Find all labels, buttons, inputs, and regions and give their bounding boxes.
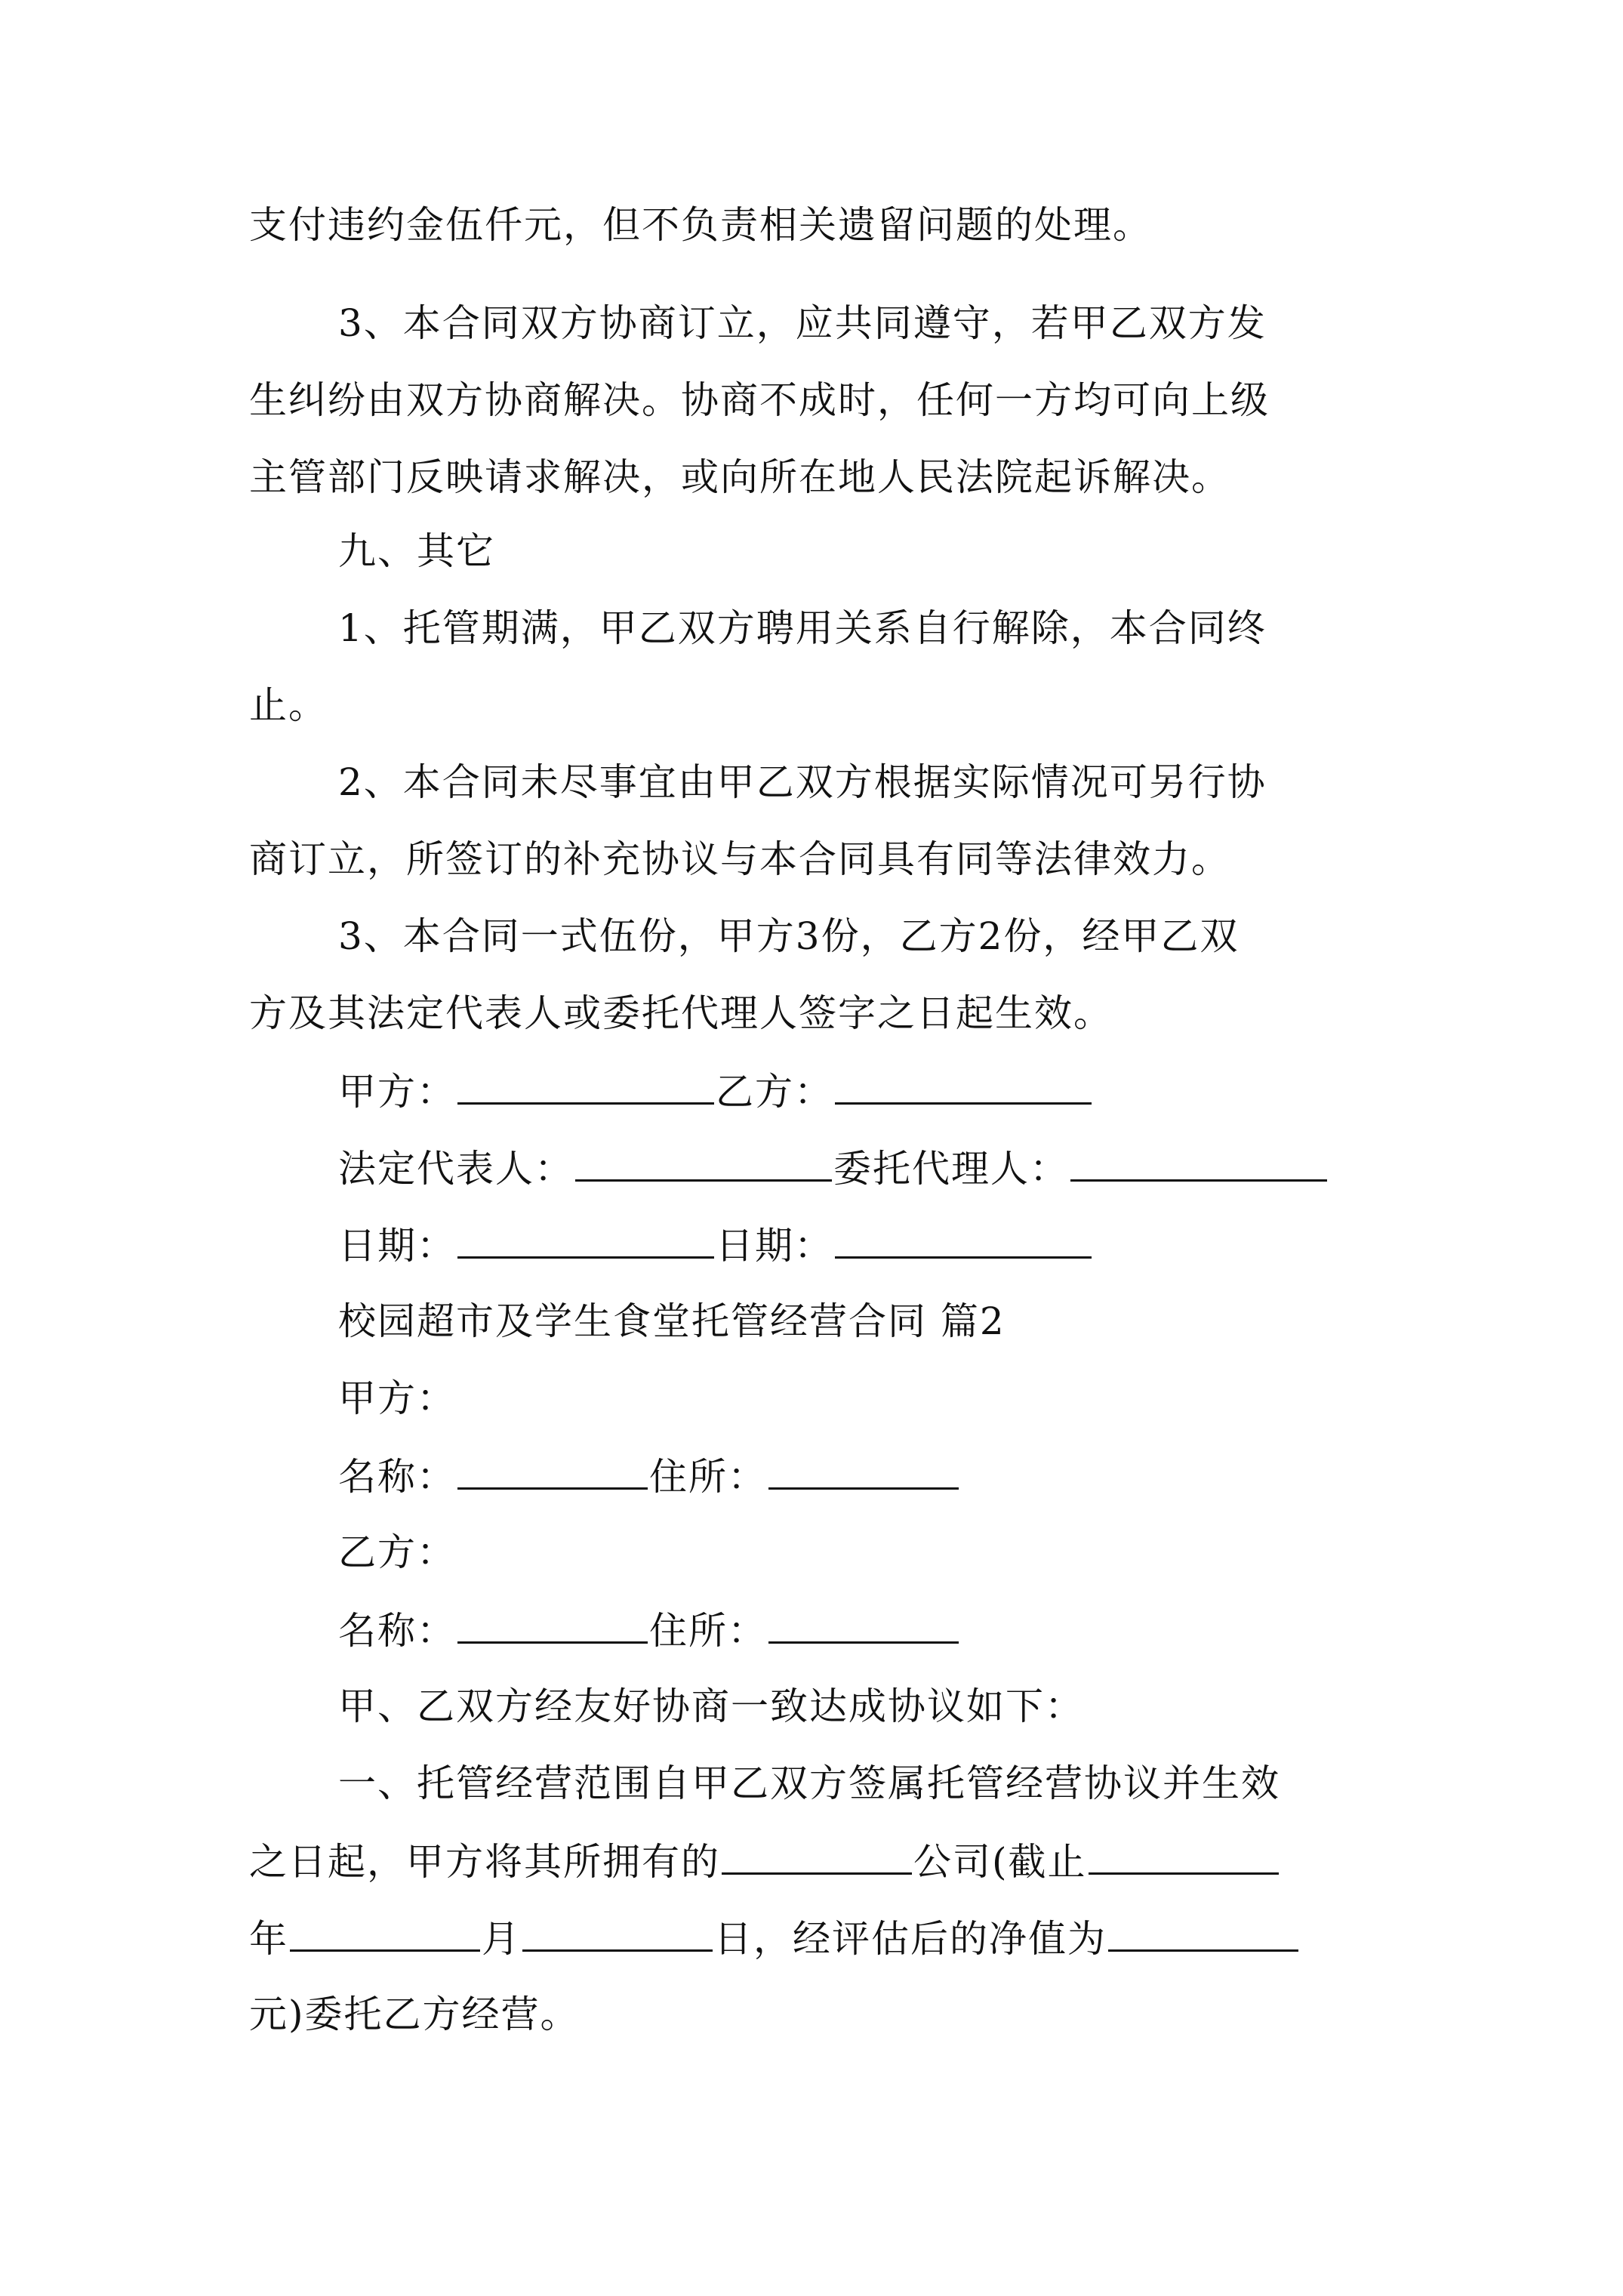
paragraph-line: 一、托管经营范围自甲乙双方签属托管经营协议并生效 [338, 1761, 1280, 1805]
paragraph-line [249, 1838, 1280, 1883]
date-b-blank [835, 1222, 1092, 1259]
address-label: 住所： [649, 1455, 767, 1499]
legal-rep-blank [575, 1145, 832, 1182]
day-blank [522, 1915, 713, 1952]
paragraph-line: 3、本合同双方协商订立，应共同遵守，若甲乙双方发 [338, 301, 1267, 345]
paragraph-line [249, 1915, 1300, 1960]
date-a-label: 日期： [338, 1224, 456, 1268]
paragraph-line: 止。 [249, 683, 328, 727]
name-label: 名称： [338, 1609, 456, 1653]
month-label: 月 [482, 1917, 521, 1961]
paragraph-line: 方及其法定代表人或委托代理人签字之日起生效。 [249, 991, 1113, 1035]
name-blank [457, 1453, 648, 1490]
agent-label: 委托代理人： [833, 1147, 1069, 1191]
company-blank [722, 1838, 912, 1875]
section-heading: 九、其它 [338, 529, 495, 573]
agent-blank [1070, 1145, 1327, 1182]
date-a-blank [457, 1222, 714, 1259]
paragraph-line: 支付违约金伍仟元，但不负责相关遗留问题的处理。 [249, 203, 1152, 247]
paragraph-line: 3、本合同一式伍份，甲方3份，乙方2份，经甲乙双 [338, 914, 1240, 958]
clause-text: 之日起，甲方将其所拥有的 [249, 1840, 720, 1884]
party-a-blank [457, 1068, 714, 1105]
party-b-label: 乙方： [716, 1070, 833, 1114]
name-label: 名称： [338, 1455, 456, 1499]
party-a-info-line [338, 1453, 960, 1498]
month-blank [290, 1915, 480, 1952]
party-b-blank [835, 1068, 1092, 1105]
signature-line [338, 1222, 1093, 1267]
signature-line [338, 1068, 1093, 1113]
legal-rep-label: 法定代表人： [338, 1147, 574, 1191]
paragraph-line: 主管部门反映请求解决，或向所在地人民法院起诉解决。 [249, 455, 1230, 499]
address-blank [768, 1453, 959, 1490]
address-blank [768, 1607, 959, 1644]
name-blank [457, 1607, 648, 1644]
address-label: 住所： [649, 1609, 767, 1653]
value-blank [1108, 1915, 1298, 1952]
paragraph-line: 元)委托乙方经营。 [249, 1992, 580, 2036]
paragraph-line: 商订立，所签订的补充协议与本合同具有同等法律效力。 [249, 837, 1230, 881]
clause-text: 公司(截止 [913, 1840, 1087, 1884]
clause-text: 日，经评估后的净值为 [714, 1917, 1107, 1961]
party-a-label: 甲方： [338, 1070, 456, 1114]
date-b-label: 日期： [716, 1224, 833, 1268]
year-label: 年 [249, 1917, 288, 1961]
document-title: 校园超市及学生食堂托管经营合同 篇2 [338, 1299, 1006, 1343]
party-b-info-line [338, 1607, 960, 1652]
paragraph-line: 1、托管期满，甲乙双方聘用关系自行解除，本合同终 [338, 606, 1267, 650]
party-b-heading: 乙方： [338, 1530, 456, 1574]
paragraph-line: 生纠纷由双方协商解决。协商不成时，任何一方均可向上级 [249, 378, 1270, 422]
paragraph-line: 2、本合同未尽事宜由甲乙双方根据实际情况可另行协 [338, 760, 1267, 804]
signature-line [338, 1145, 1329, 1190]
paragraph-line: 甲、乙双方经友好协商一致达成协议如下： [338, 1684, 1084, 1728]
party-a-heading: 甲方： [338, 1376, 456, 1420]
cutoff-blank [1089, 1838, 1279, 1875]
